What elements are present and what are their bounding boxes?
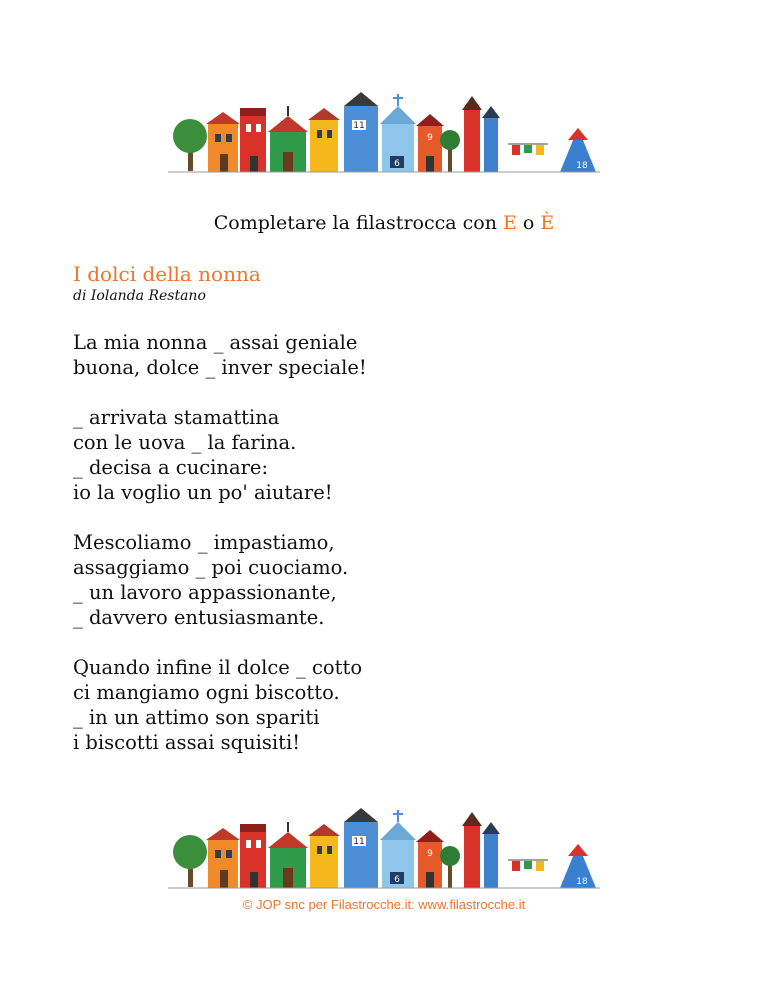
stanza	[73, 405, 367, 505]
poem-line: _ in un attimo son spariti	[73, 706, 320, 729]
instruction-conjunction: o	[516, 212, 541, 234]
poem-line: con le uova _ la farina.	[73, 431, 297, 454]
poem-body	[73, 330, 367, 780]
poem-line: _ davvero entusiasmante.	[73, 606, 325, 629]
village-illustration-bottom	[168, 800, 600, 890]
svg-text:18: 18	[576, 877, 588, 887]
svg-text:11: 11	[353, 837, 365, 847]
svg-text:9: 9	[427, 849, 433, 859]
poem-title: I dolci della nonna	[73, 262, 261, 286]
poem-line: Mescoliamo _ impastiamo,	[73, 531, 335, 554]
letter-e: E	[502, 212, 517, 234]
instruction	[0, 212, 768, 234]
poem-author: di Iolanda Restano	[73, 288, 206, 304]
poem-line: _ decisa a cucinare:	[73, 456, 269, 479]
poem-line: La mia nonna _ assai geniale	[73, 331, 358, 354]
poem-line: i biscotti assai squisiti!	[73, 731, 301, 754]
stanza	[73, 655, 367, 755]
village-illustration-top	[168, 84, 600, 174]
stanza	[73, 530, 367, 630]
instruction-text: Completare la filastrocca con	[213, 212, 503, 234]
svg-text:6: 6	[394, 159, 400, 169]
poem-line: _ arrivata stamattina	[73, 406, 280, 429]
svg-text:9: 9	[427, 133, 433, 143]
svg-text:11: 11	[353, 121, 365, 131]
stanza	[73, 330, 367, 380]
poem-line: buona, dolce _ inver speciale!	[73, 356, 367, 379]
village-drawing	[168, 808, 600, 888]
copyright-footer: © JOP snc per Filastrocche.it: www.filastrocche.it	[242, 897, 526, 912]
poem-line: io la voglio un po' aiutare!	[73, 481, 333, 504]
svg-text:6: 6	[394, 875, 400, 885]
poem-line: assaggiamo _ poi cuociamo.	[73, 556, 349, 579]
poem-line: _ un lavoro appassionante,	[73, 581, 337, 604]
poem-line: ci mangiamo ogni biscotto.	[73, 681, 340, 704]
svg-text:18: 18	[576, 161, 588, 171]
village-drawing	[168, 92, 600, 172]
letter-e-grave: È	[540, 212, 555, 234]
poem-line: Quando infine il dolce _ cotto	[73, 656, 363, 679]
